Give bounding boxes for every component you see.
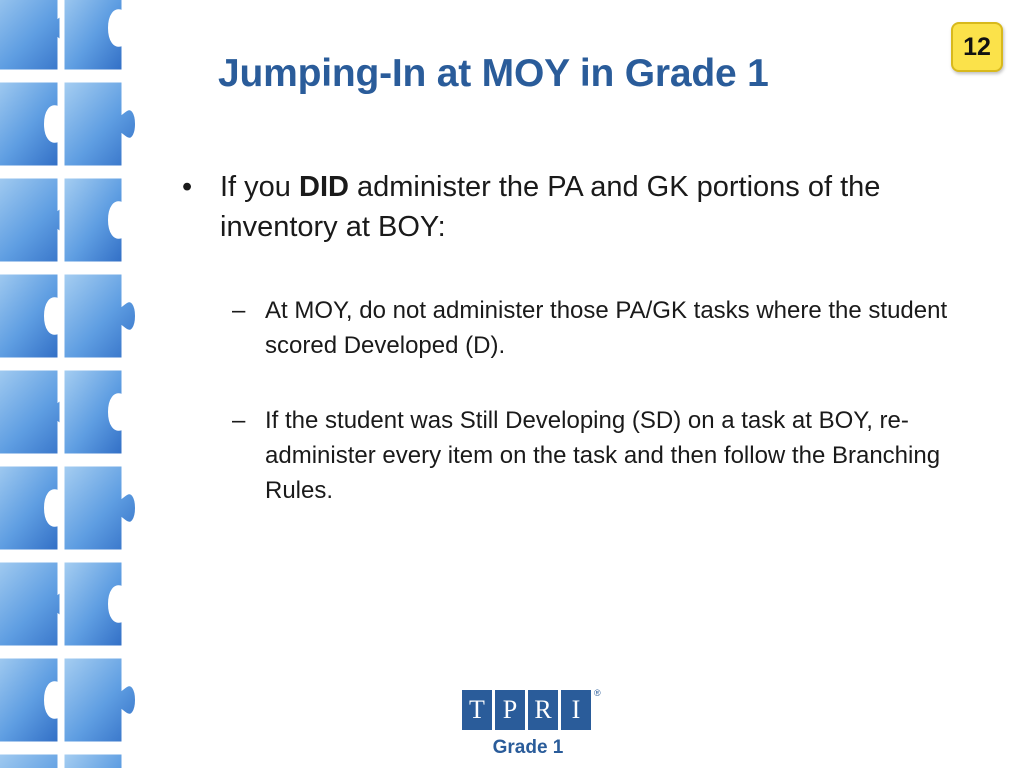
puzzle-piece	[0, 656, 60, 744]
sub-bullet-mark: –	[232, 297, 246, 324]
puzzle-piece	[0, 80, 60, 168]
logo-letters	[462, 690, 594, 730]
bullet-mark: •	[182, 171, 193, 203]
puzzle-piece	[62, 0, 124, 72]
bullet-prefix: If you	[220, 171, 299, 203]
puzzle-piece	[62, 464, 138, 552]
main-bullet-text	[220, 167, 962, 247]
puzzle-piece	[62, 176, 124, 264]
puzzle-piece	[62, 560, 124, 648]
logo-letter: P	[495, 690, 525, 730]
sub-bullet-text: At MOY, do not administer those PA/GK tasks where the student scored Developed (D).	[265, 297, 948, 359]
registered-mark: ®	[594, 688, 601, 698]
puzzle-piece	[62, 656, 138, 744]
sub-bullet-still-developing	[232, 403, 972, 508]
sub-bullet-text: If the student was Still Developing (SD) on a task at BOY, re-administer every item on the task and then follow the Branching Rules.	[265, 407, 941, 504]
puzzle-border-graphic	[0, 0, 165, 768]
logo-grade-label: Grade 1	[492, 737, 564, 758]
bullet-suffix: administer the PA and GK portions of the inventory at BOY:	[220, 171, 881, 243]
logo-letter: R	[528, 690, 558, 730]
sub-bullet-mark: –	[232, 407, 246, 434]
sub-bullet-developed	[232, 293, 972, 363]
puzzle-piece	[0, 272, 60, 360]
bullet-emphasis: DID	[299, 171, 349, 203]
slide-title: Jumping-In at MOY in Grade 1	[218, 52, 769, 95]
puzzle-piece	[62, 80, 138, 168]
puzzle-piece	[62, 752, 124, 768]
page-number-badge: 12	[951, 22, 1003, 72]
main-bullet	[182, 167, 962, 247]
tpri-logo	[462, 690, 612, 765]
puzzle-piece	[0, 464, 60, 552]
puzzle-piece	[62, 272, 138, 360]
logo-letter: T	[462, 690, 492, 730]
logo-letter: I	[561, 690, 591, 730]
puzzle-piece	[62, 368, 124, 456]
